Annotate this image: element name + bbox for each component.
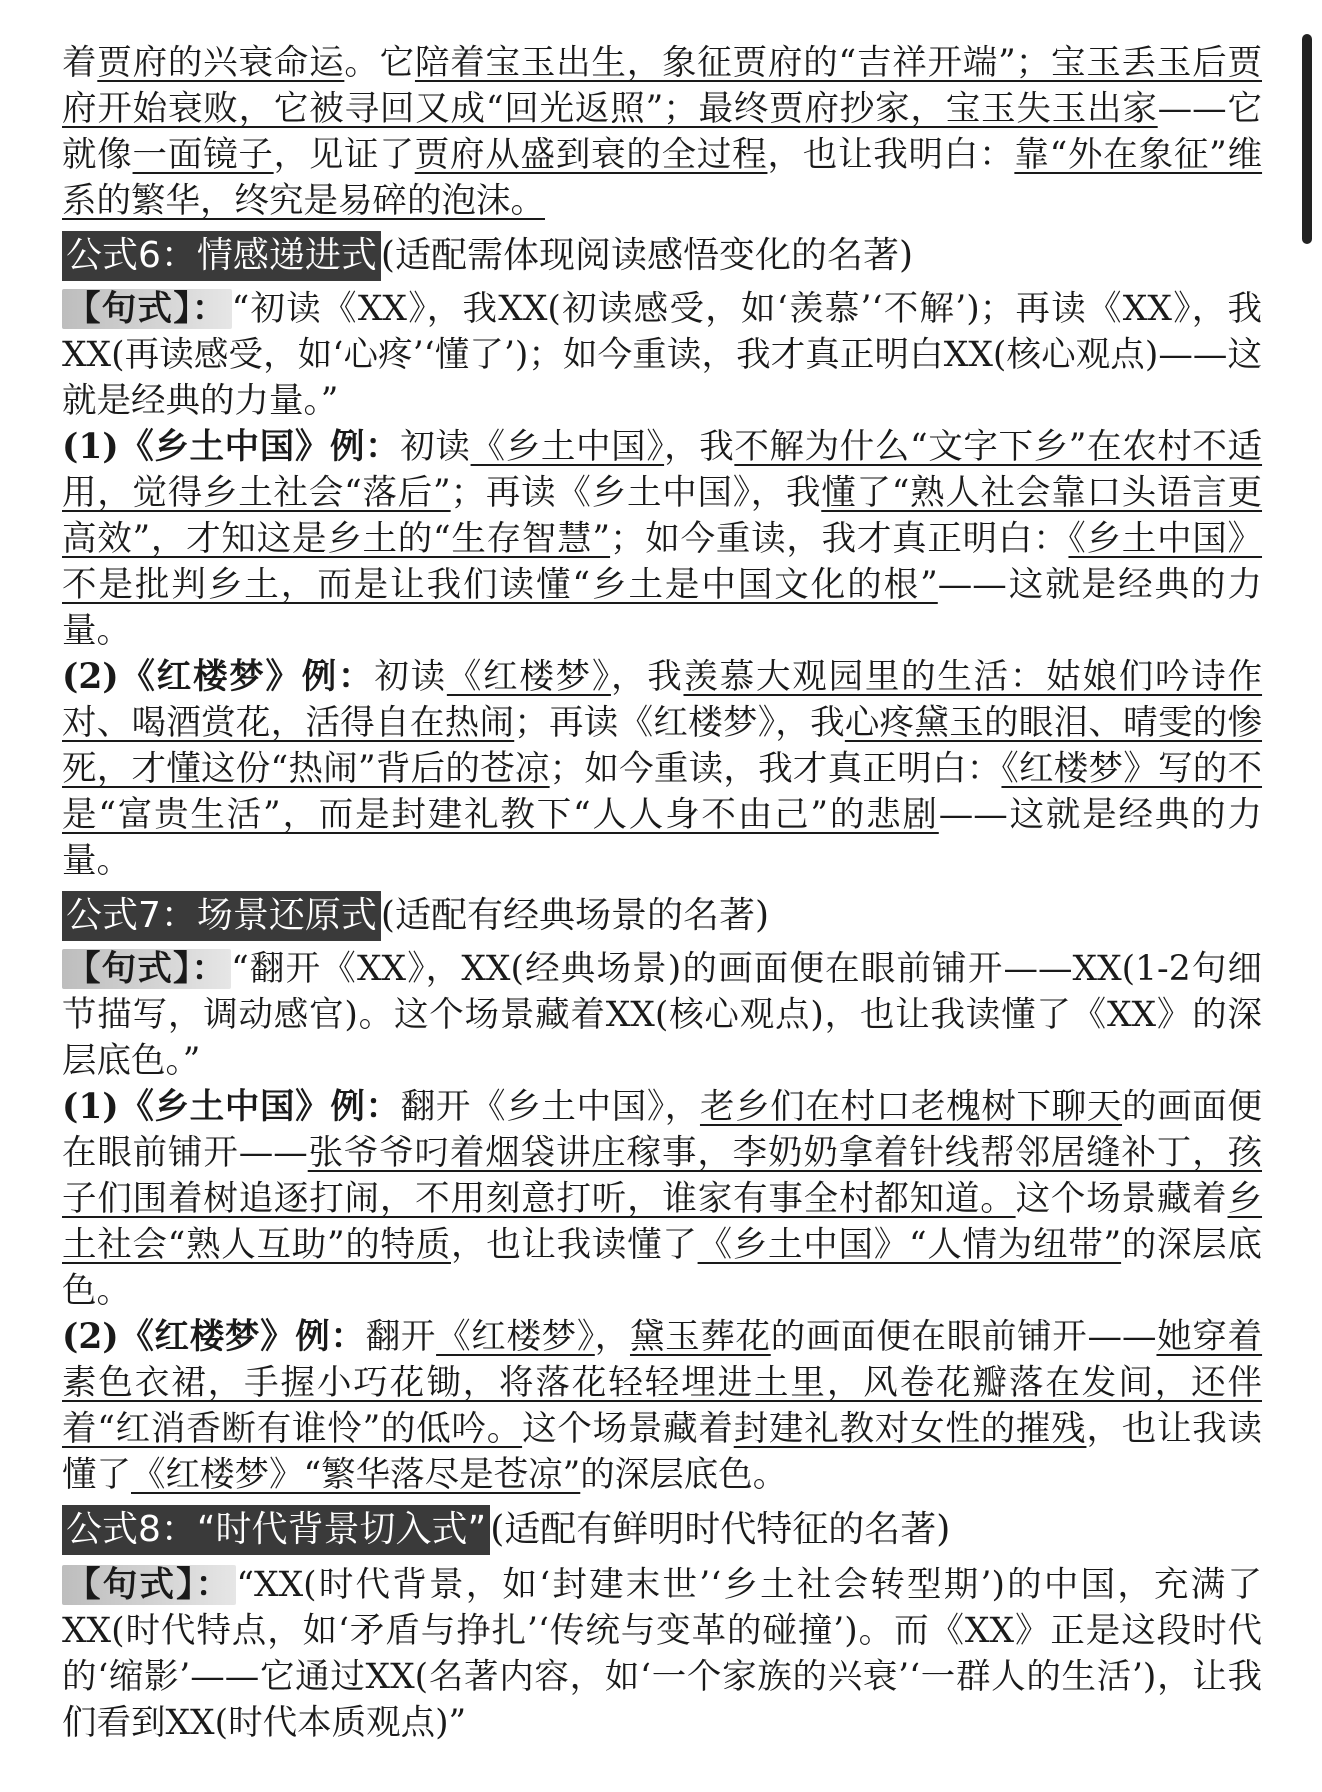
underlined-text: 贾府的兴衰命运	[97, 43, 345, 83]
text: 初读	[400, 427, 471, 467]
text: 翻开《乡土中国》，	[400, 1087, 700, 1127]
example-label: (2)《红楼梦》例：	[62, 657, 375, 697]
formula7-pattern	[62, 946, 1262, 1084]
scrollbar[interactable]	[1302, 34, 1312, 244]
underlined-text: 陪着宝玉出生，象征贾府的“吉祥开端”；宝玉丢玉后贾府开始衰败，它被寻回又成“回光返照”；最终贾府抄家，宝玉失玉出家	[62, 43, 1262, 129]
pattern-text: “翻开《XX》，XX(经典场景)的画面便在眼前铺开——XX(1-2句细节描写，调动感官)。这个场景藏着XX(核心观点)，也让我读懂了《XX》的深层底色。”	[62, 949, 1263, 1081]
text: ——这就是经典的力量。	[62, 795, 1262, 881]
text: ；如今重读，我才真正明白：	[549, 749, 1002, 789]
formula6-pattern	[62, 286, 1262, 424]
formula6-heading	[62, 230, 1262, 282]
underlined-text: 《红楼梦》写的不是“富贵生活”，而是封建礼教下“人人身不由己”的悲剧	[62, 749, 1263, 835]
formula7-example1	[62, 1084, 1262, 1314]
text: ——它就像	[62, 89, 1262, 175]
text: ，我	[610, 657, 684, 697]
pattern-text: “XX(时代背景，如‘封建末世’‘乡土社会转型期’)的中国，充满了XX(时代特点，如‘矛盾与挣扎’‘传统与变革的碰撞’)。而《XX》正是这段时代的‘缩影’——它通过XX(名著内容，如‘一个家族的兴衰’‘一群人的生活’)，让我们看到XX(时代本质	[62, 1565, 1262, 1743]
formula6-example2	[62, 654, 1262, 884]
underlined-text: 黛玉葬花	[629, 1317, 771, 1357]
text: 这个场景藏着	[522, 1409, 734, 1449]
pattern-text: “初读《XX》，我XX(初读感受，如‘羡慕’‘不解’)；再读《XX》，我XX(再读感受，如‘心疼’‘懂了’)；如今重读，我才真正明白XX(核心观点)——这就是经典的力量。”	[62, 289, 1262, 421]
underlined-text: 《乡土中国》“人情为纽带”	[697, 1225, 1122, 1265]
formula7-note: (适配有经典场景的名著)	[380, 895, 769, 936]
underlined-text: 一面镜子	[132, 135, 274, 175]
underlined-text: 《红楼梦》“繁华落尽是苍凉”	[131, 1455, 581, 1495]
formula6-title: 公式6：情感递进式	[62, 231, 381, 281]
underlined-text: 心疼黛玉的眼泪、晴雯的惨死，才懂这份“热闹”背后的苍凉	[62, 703, 1263, 789]
text: ，	[594, 1317, 630, 1357]
text: ；如今重读，我才真正明白：	[610, 519, 1069, 559]
intro-paragraph	[62, 40, 1262, 224]
example-label: (1)《乡土中国》例：	[62, 1087, 401, 1127]
pattern-tail: 观点)”	[366, 1703, 467, 1743]
underlined-text: 靠“外在象征”维系的繁华，终究是易碎的泡沫。	[62, 135, 1263, 221]
underlined-text: 乡土社会“熟人互助”的特质	[62, 1179, 1263, 1265]
underlined-text: 羡慕大观园里的生活：姑娘们吟诗作对、喝酒赏花，活得自在热闹	[62, 657, 1263, 743]
text: 。它	[344, 43, 415, 83]
underlined-text: 《乡土中国》	[470, 427, 665, 467]
formula6-example1	[62, 424, 1262, 654]
text: ，见证了	[273, 135, 415, 175]
text: ，也让我读懂了	[451, 1225, 698, 1265]
example-label: (2)《红楼梦》例：	[62, 1317, 366, 1357]
underlined-text: 不解为什么“文字下乡”在农村不适用，觉得乡土社会“落后”	[62, 427, 1263, 513]
text: 这个场景藏着	[1015, 1179, 1228, 1219]
formula8-heading	[62, 1504, 1262, 1556]
underlined-text: 《乡土中国》不是批判乡土，而是让我们读懂“乡土是中国文化的根”	[62, 519, 1263, 605]
text: 翻开	[365, 1317, 437, 1357]
formula7-heading	[62, 890, 1262, 942]
text: ；再读《乡土中国》，我	[450, 473, 822, 513]
text: 的深层底色。	[580, 1455, 788, 1495]
text: ，也让我读懂了	[62, 1409, 1263, 1495]
formula8-note: (适配有鲜明时代特征的名著)	[490, 1509, 951, 1550]
document-page	[62, 40, 1262, 1746]
pattern-label: 【句式】：	[62, 289, 232, 329]
formula8-pattern	[62, 1562, 1262, 1746]
text: 着	[62, 43, 98, 83]
underlined-text: 张爷爷叼着烟袋讲庄稼事，李奶奶拿着针线帮邻居缝补丁，孩子们围着树追逐打闹，不用刻意打听，谁家有事全村都知道。	[62, 1133, 1262, 1219]
formula6-note: (适配需体现阅读感悟变化的名著)	[380, 235, 913, 276]
underlined-text: 封建礼教对女性的摧残	[733, 1409, 1087, 1449]
formula7-title: 公式7：场景还原式	[62, 891, 381, 941]
underlined-text: 老乡们在村口老槐树下聊天	[699, 1087, 1123, 1127]
formula8-title: 公式8：“时代背景切入式”	[62, 1505, 490, 1555]
text: ，也让我明白：	[767, 135, 1015, 175]
pattern-label: 【句式】：	[62, 949, 231, 989]
formula7-example2	[62, 1314, 1262, 1498]
text: ，我	[664, 427, 735, 467]
text: ——这就是经典的力量。	[62, 565, 1262, 651]
text: ；再读《红楼梦》，我	[514, 703, 845, 743]
pattern-label: 【句式】：	[62, 1565, 236, 1605]
text: 的画面便在眼前铺开——	[770, 1317, 1157, 1357]
underlined-text: 《红楼梦》	[436, 1317, 595, 1357]
text: 的画面便在眼前铺开——	[62, 1087, 1263, 1173]
underlined-text: 贾府从盛到衰的全过程	[414, 135, 768, 175]
example-label: (1)《乡土中国》例：	[62, 427, 401, 467]
text: 的深层底色。	[62, 1225, 1263, 1311]
underlined-text: 懂了“熟人社会靠口头语言更高效”，才知这是乡土的“生存智慧”	[62, 473, 1263, 559]
underlined-text: 《红楼梦》	[446, 657, 611, 697]
text: 初读	[374, 657, 447, 697]
underlined-text: 她穿着素色衣裙，手握小巧花锄，将落花轻轻埋进土里，风卷花瓣落在发间，还伴着“红消香断有谁怜”的低吟。	[62, 1317, 1263, 1449]
